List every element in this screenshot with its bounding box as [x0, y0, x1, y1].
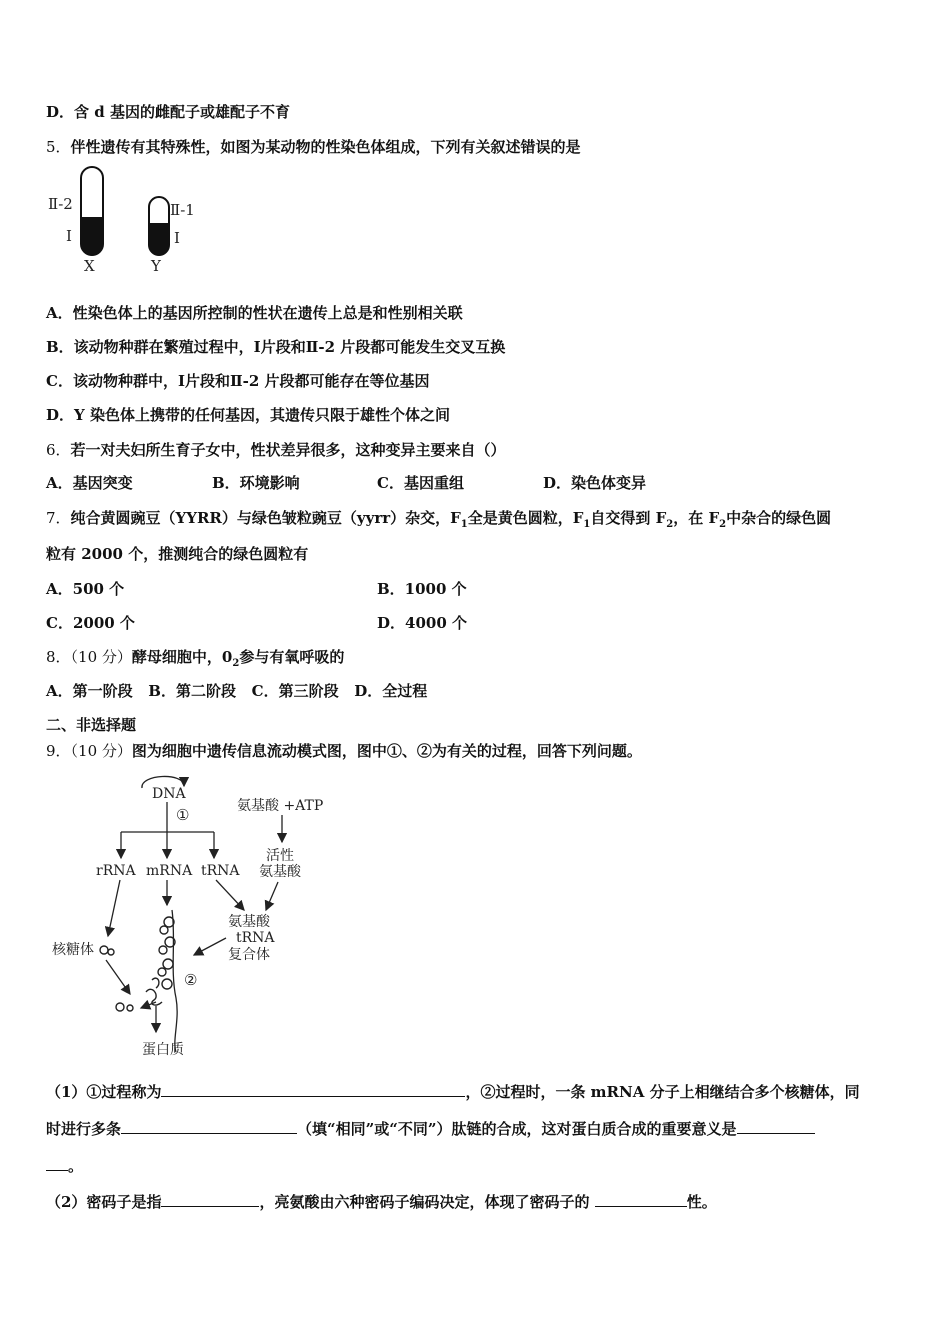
x-chromosome-segment-i [81, 217, 103, 255]
q9-sub1-line2 [46, 1119, 815, 1139]
released-ribosome-large [116, 1003, 124, 1011]
y-chromosome-segment-i [149, 223, 169, 255]
answer-blank-codon-def[interactable] [161, 1192, 259, 1207]
q6-option-a: A．基因突变 [46, 474, 133, 492]
q8-sub: 2 [232, 658, 240, 669]
q9-sub2-line [46, 1192, 717, 1212]
y-name-label: Y [151, 257, 161, 275]
q9-number: 9． [46, 742, 71, 760]
dna-label: DNA [152, 786, 186, 802]
trna-to-complex-arrow [216, 880, 244, 910]
q7-option-b: B．1000 个 [377, 580, 467, 598]
answer-blank-codon-property[interactable] [595, 1192, 687, 1207]
q5-stem [46, 137, 581, 157]
q6-stem-text: 若一对夫妇所生育子女中，性状差异很多，这种变异主要来自（） [70, 441, 506, 459]
section2-heading: 二、非选择题 [46, 716, 137, 734]
q7-stem-part1: 纯合黄圆豌豆（YYRR）与绿色皱粒豌豆（yyrr）杂交，F [70, 509, 461, 527]
polysome-coils [146, 917, 175, 1005]
complex-label-2: tRNA [236, 930, 275, 946]
trna-label: tRNA [201, 863, 240, 879]
q7-stem-part5: 中杂合的绿色圆 [726, 509, 832, 527]
released-ribosome-small [127, 1005, 133, 1011]
rrna-to-ribosome-arrow [108, 880, 120, 936]
q9-sub2-part1: （2）密码子是指 [46, 1193, 162, 1211]
q8-score: （10 分） [70, 648, 132, 666]
q9-sub1-line2-part1: 时进行多条 [46, 1120, 122, 1138]
q5-option-a: A．性染色体上的基因所控制的性状在遗传上总是和性别相关联 [46, 304, 463, 322]
q5-option-c: C．该动物种群中，Ⅰ片段和Ⅱ-2 片段都可能存在等位基因 [46, 372, 430, 390]
complex-label-3: 复合体 [228, 947, 270, 963]
ribosome-large-subunit [100, 946, 108, 954]
answer-blank-process1[interactable] [161, 1082, 465, 1097]
gene-expression-figure [44, 770, 344, 1065]
q7-stem-line2: 粒有 2000 个，推测纯合的绿色圆粒有 [46, 545, 309, 563]
ribosome-label: 核糖体 [52, 942, 94, 958]
mrna-label: mRNA [146, 863, 193, 879]
complex-to-mrna-arrow [194, 938, 226, 955]
q6-option-d: D．染色体变异 [543, 474, 647, 492]
q9-sub1-part1: （1）①过程称为 [46, 1083, 162, 1101]
q9-sub1-part2: ，②过程时，一条 mRNA 分子上相继结合多个核糖体，同 [465, 1083, 860, 1101]
q7-option-d: D．4000 个 [377, 614, 467, 632]
q9-sub1-line1 [46, 1082, 860, 1102]
q8-stem-part1: 酵母细胞中，0 [131, 648, 233, 666]
rrna-label: rRNA [96, 863, 136, 879]
q9-stem [46, 741, 642, 761]
step1-label: ① [176, 806, 190, 824]
q9-sub2-part2: ，亮氨酸由六种密码子编码决定，体现了密码子的 [259, 1193, 595, 1211]
q9-sub1-line3-end: 。 [68, 1157, 84, 1175]
answer-blank-significance[interactable] [737, 1119, 815, 1134]
active-label-1: 活性 [266, 848, 294, 864]
q5-option-b: B．该动物种群在繁殖过程中，Ⅰ片段和Ⅱ-2 片段都可能发生交叉互换 [46, 338, 506, 356]
protein-label: 蛋白质 [142, 1042, 184, 1058]
q7-option-c: C．2000 个 [46, 614, 135, 632]
active-label-2: 氨基酸 [259, 864, 301, 880]
x-lower-label: Ⅰ [66, 227, 72, 245]
q6-number: 6． [46, 441, 71, 459]
q7-stem-part3: 自交得到 F [590, 509, 667, 527]
q7-stem-part4: ，在 F [673, 509, 720, 527]
y-upper-label: Ⅱ-1 [170, 201, 195, 219]
complex-label-1: 氨基酸 [228, 914, 270, 930]
q5-option-d: D．Y 染色体上携带的任何基因，其遗传只限于雄性个体之间 [46, 406, 450, 424]
q5-stem-text: 伴性遗传有其特殊性，如图为某动物的性染色体组成，下列有关叙述错误的是 [70, 138, 581, 156]
q9-sub1-line2-part2: （填“相同”或“不同”）肽链的合成，这对蛋白质合成的重要意义是 [297, 1120, 737, 1138]
q6-option-b: B．环境影响 [212, 474, 300, 492]
q9-stem-text: 图为细胞中遗传信息流动模式图，图中①、②为有关的过程，回答下列问题。 [131, 742, 642, 760]
q9-sub1-line3 [46, 1156, 83, 1176]
ribosome-small-subunit [108, 949, 114, 955]
amino-atp-label: 氨基酸 +ATP [237, 798, 324, 814]
q7-option-a: A．500 个 [46, 580, 125, 598]
x-upper-label: Ⅱ-2 [48, 195, 73, 213]
q6-stem [46, 440, 506, 460]
active-to-complex-arrow [266, 882, 278, 910]
mrna-strand [172, 910, 177, 1052]
q9-score: （10 分） [70, 742, 132, 760]
q8-options: A．第一阶段 B．第二阶段 C．第三阶段 D．全过程 [46, 682, 428, 700]
q7-sub1: 1 [460, 519, 468, 530]
q7-sub3: 2 [666, 519, 674, 530]
x-name-label: X [84, 257, 95, 275]
q7-stem [46, 508, 831, 535]
q4-option-d: D．含 d 基因的雌配子或雄配子不育 [46, 103, 290, 121]
q8-stem-part2: 参与有氧呼吸的 [239, 648, 345, 666]
q5-number: 5． [46, 138, 71, 156]
q8-stem [46, 647, 344, 674]
q8-number: 8． [46, 648, 71, 666]
q7-stem-part2: 全是黄色圆粒，F [467, 509, 584, 527]
q9-sub2-part3: 性。 [686, 1193, 717, 1211]
answer-blank-same-different[interactable] [121, 1119, 297, 1134]
y-lower-label: Ⅰ [174, 229, 180, 247]
answer-blank-significance-cont[interactable] [46, 1156, 68, 1171]
sex-chromosome-figure [44, 163, 214, 278]
q7-sub4: 2 [719, 519, 727, 530]
q7-number: 7． [46, 509, 71, 527]
ribosome-to-mrna-arrow [106, 960, 130, 994]
q7-sub2: 1 [583, 519, 591, 530]
q6-option-c: C．基因重组 [377, 474, 464, 492]
step2-label: ② [184, 971, 198, 989]
